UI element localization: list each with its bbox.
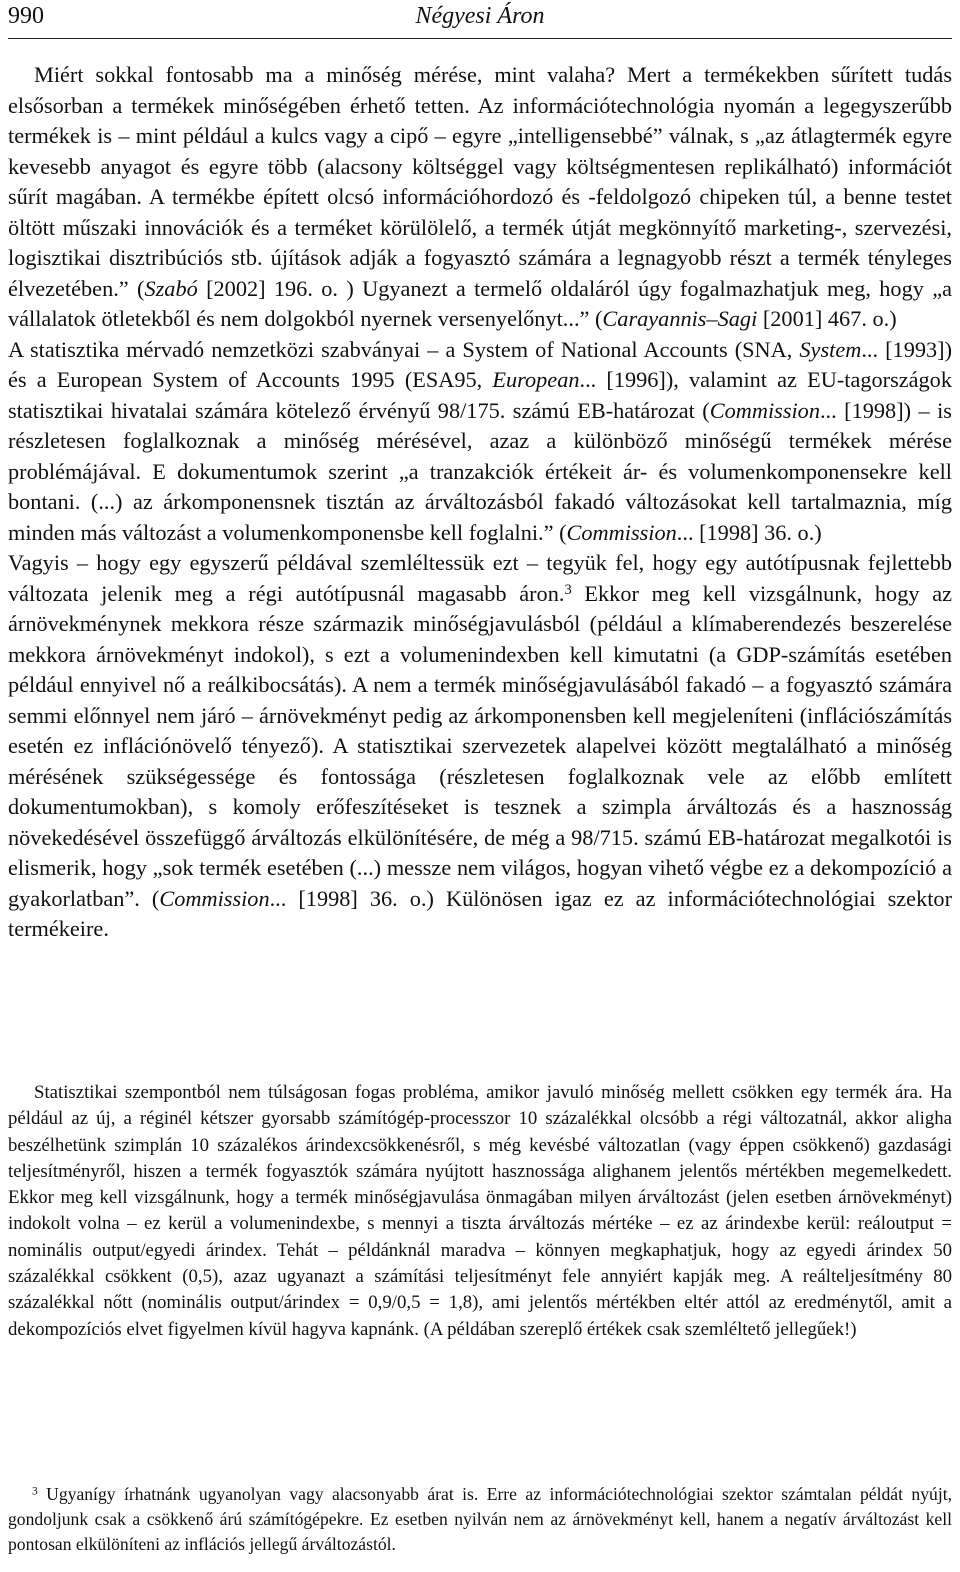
text-run: A statisztika mérvadó nemzetközi szabványai – a System of National Accounts (SNA,: [8, 336, 800, 362]
example-paragraph: Statisztikai szempontból nem túlságosan fogas probléma, amikor javuló minőség mellett csökken egy termék ára. Ha például az új, a réginél kétszer gyorsabb számítógép-processzor 10 százalékkal olcsóbb a régi változatnál, akkor aligha beszélhetünk szimplán 10 százalékos árindexcsökkenésről, s még kevésbé változatlan (vagy éppen csökkenő) gazdasági teljesítményről, hiszen a termék fogyasztók számára nyújtott hasznossága alighanem jelentős mértékben megemelkedett. Ekkor meg kell vizsgálnunk, hogy a termék minőségjavulása önmagában milyen árváltozást (jelen esetben árnövekményt) indokolt volna – ez kerül a volumenindexbe, s mennyi a tiszta árváltozás mértéke – ez az árindexbe kerül: reáloutput = nominális output/egyedi árindex. Tehát – példánknál maradva – könnyen megkaphatjuk, hogy az egyedi árindex 50 százalékkal csökkent (0,5), azaz ugyanazt a számítási teljesítményt fele annyiért kapják meg. A reálteljesítmény 80 százalékkal nőtt (nominális output/árindex = 0,9/0,5 = 1,8), ami jelentős mértékben eltér attól az eredménytől, amit a dekompozíciós elvet figyelmen kívül hagyva kapnánk. (A példában szereplő értékek csak szemléltető jellegűek!): [8, 1082, 952, 1340]
footnote-paragraph: [8, 1482, 952, 1557]
paragraph-quality-importance: [8, 60, 952, 335]
text-run: ... [1993]) és a European System of Accounts 1995 (ESA95,: [8, 336, 952, 392]
text-run: ... [1998] 36. o.): [676, 519, 822, 545]
text-run: Vagyis – hogy egy egyszerű példával szemléltessük ezt – tegyük fel, hogy egy autótípusnak fejlettebb változata jelenik meg a régi autótípusnál magasabb áron.: [8, 550, 952, 606]
text-run: ... [1996]), valamint az EU-tagországok statisztikai hivatalai számára kötelező érvényű 98/175. számú EB-határozat (: [8, 367, 952, 423]
text-run: Miért sokkal fontosabb ma a minőség mérése, mint valaha? Mert a termékekben sűrített tudás elsősorban a termékek minőségében érhető tetten. Az információtechnológia nyomán a legegyszerűbb termékek is – mint például a kulcs vagy a cipő – egyre „intelligensebbé” válnak, s „az átlagtermék egyre kevesebb anyagot és egyre több (alacsony költséggel vagy költségmentesen replikálható) információt sűrít magában. A termékbe épített olcsó információhordozó és -feldolgozó chipeken túl, a benne testet öltött műszaki innovációk és a terméket körülölelő, a termék útját megkönnyítő marketing-, szervezési, logisztikai disztribúciós stb. újítások adják a fogyasztó számára a legnagyobb részt a termék tényleges élvezetében.” (: [8, 62, 952, 301]
page-header: [8, 0, 952, 39]
citation-author: Commission: [159, 885, 270, 911]
paragraph-car-example: [8, 548, 952, 945]
citation-author: Commission: [566, 519, 677, 545]
text-run: [2001] 467. o.): [757, 306, 897, 331]
citation-author: System: [799, 336, 862, 362]
paragraph-statistical-standards: [8, 335, 952, 549]
running-head-author: Négyesi Áron: [415, 3, 545, 29]
text-run: [2002] 196. o. ) Ugyanezt a termelő oldaláról úgy fogalmazhatjuk meg, hogy „a vállalatok ötletekből és nem dolgokból nyernek versenyelőnyt...” (: [8, 275, 953, 331]
citation-author: European: [492, 367, 580, 392]
citation-author: Szabó: [144, 275, 198, 301]
citation-author: Carayannis–Sagi: [602, 306, 758, 331]
citation-author: Commission: [709, 397, 820, 423]
footnote-text: Ugyanígy írhatnánk ugyanolyan vagy alacsonyabb árat is. Erre az információtechnológiai szektor számtalan példát nyújt, gondoljunk csak a csökkenő árú számítógépekre. Ez esetben nyilván nem az árnövekményt kell, hanem a negatív árváltozást kell pontosan elkülöníteni az inflációs jellegű árváltozástól.: [8, 1484, 952, 1554]
footnote-number: 3: [32, 1485, 38, 1498]
footnote-reference: 3: [564, 581, 572, 598]
text-run: Ekkor meg kell vizsgálnunk, hogy az árnövekménynek mekkora része származik minőségjavulásból (például a klímaberendezés beszerelése mekkora árnövekményt indokol), s ezt a volumenindexben kell kimutatni (a GDP-számítás esetében például ennyivel nő a reálkibocsátás). A nem a termék minőségjavulásából fakadó – a fogyasztó számára semmi előnnyel nem járó – árnövekményt pedig az árkomponensben kell megjeleníteni (inflációszámítás esetén ez inflációnövelő tényező). A statisztikai szervezetek alapelvei között megtalálható a minőség mérésének szükségessége és fontossága (részletesen foglalkoznak vele az előbb említett dokumentumokban), s komoly erőfeszítéseket is tesznek a szimpla árváltozás és a hasznosság növekedésével összefüggő árváltozás elkülönítésére, de még a 98/715. számú EB-határozat megalkotói is elismerik, hogy „sok termék esetében (...) messze nem világos, hogyan vihető végbe ez a dekompozíció a gyakorlatban”. (: [8, 580, 952, 911]
example-box-text: [8, 1080, 952, 1343]
main-body-text: [8, 60, 952, 945]
text-run: ... [1998]) – is részletesen foglalkoznak a minőség mérésével, azaz a különböző minőségű termékek mérése problémájával. E dokumentumok szerint „a tranzakciók értékeit ár- és volumenkomponensekre kell bontani. (...) az árkomponensnek tisztán az árváltozásból fakadó változásokat kell tartalmaznia, míg minden más változást a volumenkomponensbe kell foglalni.” (: [8, 397, 952, 545]
footnote: [8, 1482, 952, 1557]
text-run: ... [1998] 36. o.) Különösen igaz ez az információtechnológiai szektor termékeire.: [8, 885, 952, 941]
page-number: 990: [8, 3, 44, 29]
